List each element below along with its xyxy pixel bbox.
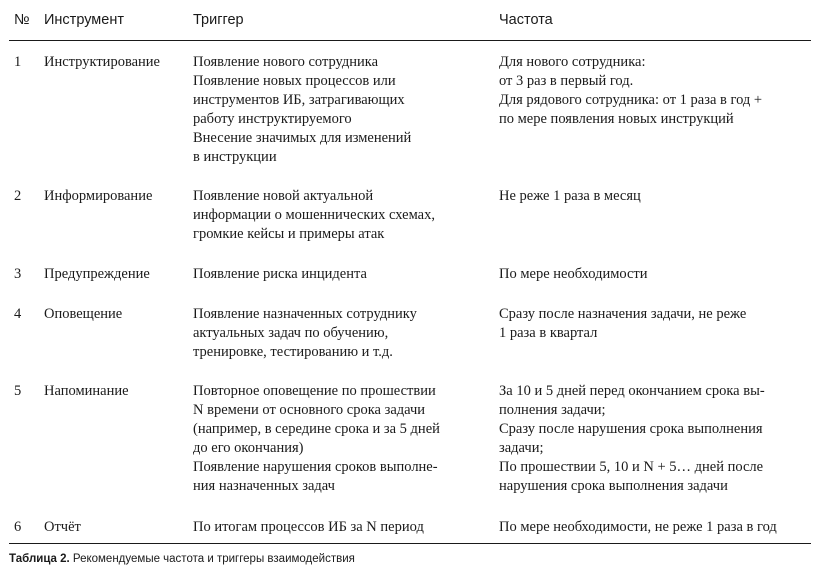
header-trigger: Триггер (193, 12, 244, 28)
row-trigger-line: ния назначенных задач (193, 478, 335, 494)
row-frequency-line: Сразу после назначения задачи, не реже (499, 306, 747, 322)
row-frequency (499, 382, 765, 496)
row-frequency-line: полнения задачи; (499, 402, 606, 418)
row-frequency-line: По прошествии 5, 10 и N + 5… дней после (499, 459, 764, 475)
row-number: 3 (14, 266, 22, 282)
row-trigger-line: N времени от основного срока задачи (193, 402, 426, 418)
row-trigger (193, 187, 435, 244)
row-trigger-line: По итогам процессов ИБ за N период (193, 519, 424, 535)
table-caption (9, 553, 355, 565)
row-trigger-line: громкие кейсы и примеры атак (193, 226, 385, 242)
row-frequency-line: По мере необходимости (499, 266, 648, 282)
row-instrument: Оповещение (44, 306, 123, 322)
row-trigger (193, 265, 367, 284)
row-instrument: Отчёт (44, 519, 81, 535)
row-frequency (499, 305, 746, 343)
row-trigger-line: инструментов ИБ, затрагивающих (193, 92, 405, 108)
bottom-rule (9, 543, 811, 544)
row-frequency-line: По мере необходимости, не реже 1 раза в год (499, 519, 777, 535)
row-number: 6 (14, 519, 22, 535)
row-trigger-line: Внесение значимых для изменений (193, 130, 412, 146)
row-frequency-line: по мере появления новых инструкций (499, 111, 734, 127)
row-frequency (499, 187, 641, 206)
row-frequency (499, 518, 777, 537)
row-trigger (193, 53, 411, 167)
row-frequency-line: от 3 раз в первый год. (499, 73, 634, 89)
row-frequency-line: Не реже 1 раза в месяц (499, 188, 641, 204)
row-instrument: Инструктирование (44, 54, 160, 70)
row-frequency-line: Для рядового сотрудника: от 1 раза в год + (499, 92, 763, 108)
row-number: 4 (14, 306, 22, 322)
row-trigger-line: до его окончания) (193, 440, 304, 456)
row-trigger-line: Появление нового сотрудника (193, 54, 379, 70)
row-trigger-line: информации о мошеннических схемах, (193, 207, 435, 223)
header-rule (9, 40, 811, 41)
row-trigger-line: Появление нарушения сроков выполне- (193, 459, 438, 475)
row-frequency-line: Сразу после нарушения срока выполнения (499, 421, 763, 437)
row-trigger (193, 518, 424, 537)
row-trigger-line: Повторное оповещение по прошествии (193, 383, 436, 399)
row-trigger-line: Появление новых процессов или (193, 73, 396, 89)
row-frequency-line: нарушения срока выполнения задачи (499, 478, 728, 494)
row-number: 2 (14, 188, 22, 204)
row-trigger-line: Появление риска инцидента (193, 266, 367, 282)
row-trigger (193, 305, 417, 362)
row-trigger-line: в инструкции (193, 149, 277, 165)
row-trigger-line: работу инструктируемого (193, 111, 352, 127)
row-frequency-line: 1 раза в квартал (499, 325, 598, 341)
row-frequency (499, 53, 762, 129)
row-trigger-line: (например, в середине срока и за 5 дней (193, 421, 440, 437)
row-frequency (499, 265, 648, 284)
caption-label: Таблица 2. (9, 553, 70, 565)
row-instrument: Напоминание (44, 383, 129, 399)
row-number: 1 (14, 54, 22, 70)
row-trigger-line: Появление новой актуальной (193, 188, 374, 204)
row-frequency-line: задачи; (499, 440, 544, 456)
row-frequency-line: За 10 и 5 дней перед окончанием срока вы- (499, 383, 765, 399)
row-trigger-line: актуальных задач по обучению, (193, 325, 389, 341)
row-trigger-line: Появление назначенных сотруднику (193, 306, 417, 322)
row-instrument: Предупреждение (44, 266, 150, 282)
row-instrument: Информирование (44, 188, 153, 204)
row-trigger-line: тренировке, тестированию и т.д. (193, 344, 393, 360)
caption-text: Рекомендуемые частота и триггеры взаимодействия (69, 553, 355, 565)
header-instrument: Инструмент (44, 12, 124, 28)
row-number: 5 (14, 383, 22, 399)
header-frequency: Частота (499, 12, 553, 28)
row-frequency-line: Для нового сотрудника: (499, 54, 646, 70)
row-trigger (193, 382, 440, 496)
header-num: № (14, 12, 30, 28)
